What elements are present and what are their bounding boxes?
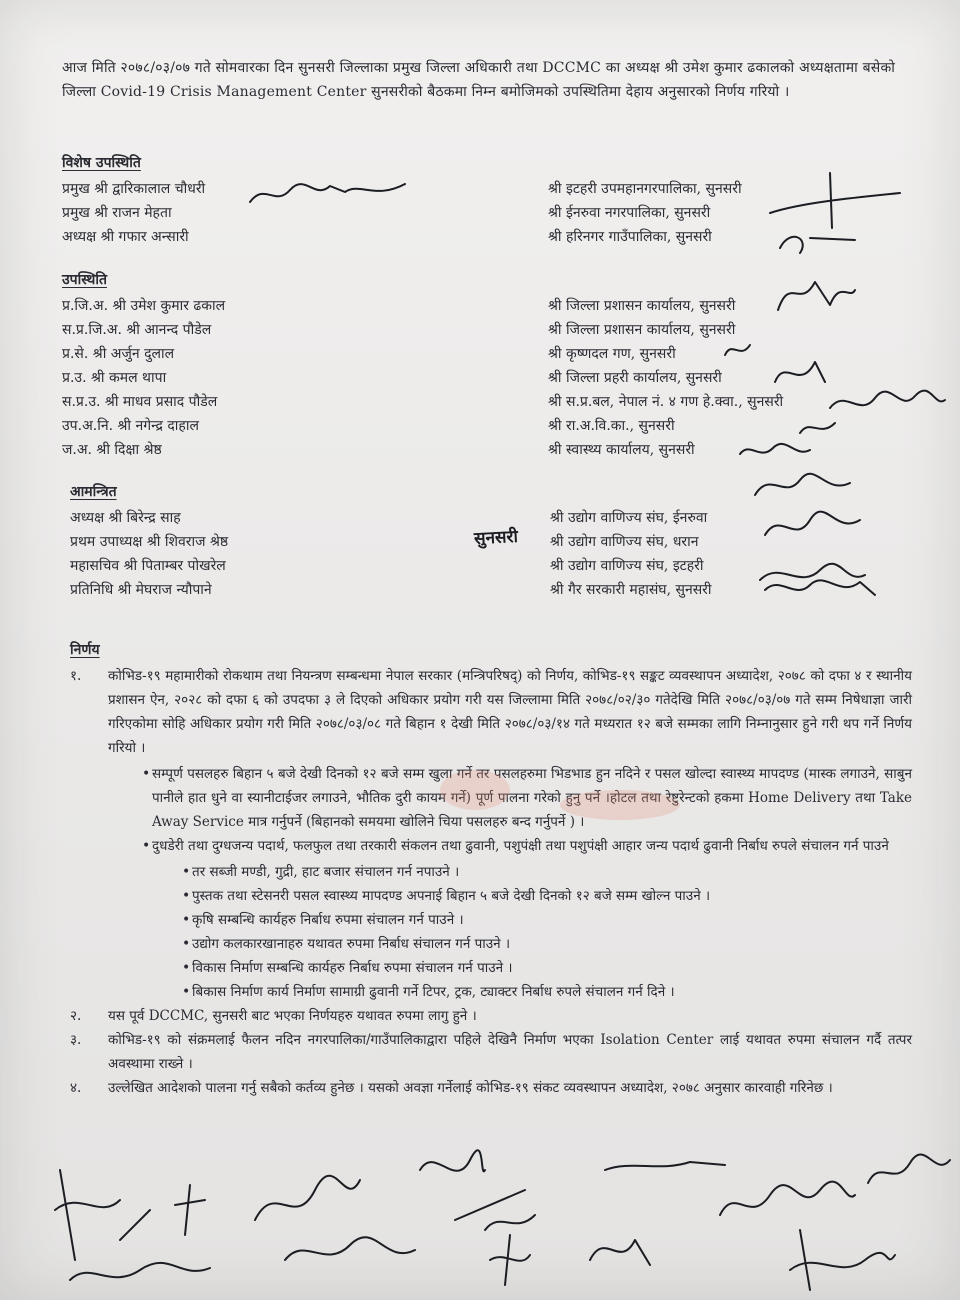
attendee-office: श्री ईनरुवा नगरपालिका, सुनसरी (548, 205, 711, 221)
special-offices (548, 177, 742, 249)
signature-mark (710, 1165, 860, 1245)
attendee-name: प्रमुख श्री द्वारिकालाल चौधरी (62, 181, 206, 197)
attendee-office: श्री गैर सरकारी महासंघ, सुनसरी (550, 582, 712, 598)
decision-item-2 (70, 1004, 912, 1028)
signature-mark (780, 1210, 900, 1300)
decision-section (70, 640, 912, 1100)
item-number: २. (70, 1008, 82, 1024)
item-text: उल्लेखित आदेशको पालना गर्नु सबैको कर्तव्य हुनेछ । यसको अवज्ञा गर्नेलाई कोभिड-१९ संकट व्यवस्थापन अध्यादेश, २०७८ अनुसार कारवाही गरिनेछ । (108, 1080, 833, 1096)
attendee-office: श्री स.प्र.बल, नेपाल नं. ४ गण हे.क्वा., सुनसरी (548, 394, 784, 410)
district-stamp: सुनसरी (473, 526, 519, 550)
attendee-name: स.प्र.जि.अ. श्री आनन्द पौडेल (62, 322, 212, 338)
present-offices (548, 294, 783, 462)
decision-item-1 (70, 664, 912, 760)
signature-mark (580, 1220, 660, 1280)
signature-mark (770, 270, 860, 320)
item-text: कोभिड-१९ महामारीको रोकथाम तथा नियन्त्रण सम्बन्धमा नेपाल सरकार (मन्त्रिपरिषद्) को निर्णय, कोभिड-१९ सङ्कट व्यवस्थापन अध्यादेश, २०७८ को दफा ४ र स्थानीय प्रशासन ऐन, २०२८ को दफा ६ को उपदफा ३ ले दिएको अधिकार प्रयोग गरी यस जिल्लामा मिति २०७८/०२/३० गतेदेखि मिति २०७८/०३/०७ गते सम्म निषेधाज्ञा जारी गरिएकोमा सोहि अधिकार प्रयोग गरी मिति २०७८/०३/०८ गते बिहान १ देखी मिति २०७८/०३/१४ गते मध्यरात १२ बजे सम्मका लागि निम्नानुसार हुने गरी थप गर्ने निर्णय गरियो । (108, 668, 912, 756)
signature-mark (245, 1160, 365, 1240)
item-number: ३. (70, 1032, 82, 1048)
item-number: १. (70, 668, 82, 684)
watermark-blob (560, 790, 680, 820)
attendee-name: उप.अ.नि. श्री नगेन्द्र दाहाल (62, 418, 199, 434)
special-presence-heading: विशेष उपस्थिति (62, 155, 141, 171)
watermark-blob (440, 770, 510, 810)
signature-mark (600, 1150, 730, 1180)
attendee-office: श्री उद्योग वाणिज्य संघ, ईनरुवा (550, 510, 708, 526)
attendee-name: प्रमुख श्री राजन मेहता (62, 205, 172, 221)
decision-item-4 (70, 1076, 912, 1100)
signature-mark (170, 1180, 210, 1240)
signature-mark (790, 378, 950, 448)
attendee-name: महासचिव श्री पिताम्बर पोखरेल (70, 558, 226, 574)
bullet-item: • दुधडेरी तथा दुग्धजन्य पदार्थ, फलफुल तथा तरकारी संकलन तथा ढुवानी, पशुपंक्षी तथा पशुपंक्षी आहार जन्य पदार्थ ढुवानी निर्बाध रुपले संचालन गर्न पाउने (70, 834, 912, 858)
attendee-name: स.प्र.उ. श्री माधव प्रसाद पौडेल (62, 394, 218, 410)
bullet-item: • विकास निर्माण सम्बन्धि कार्यहरु निर्बाध रुपमा संचालन गर्न पाउने । (110, 956, 912, 980)
decision-item-3 (70, 1028, 912, 1076)
invited-offices (550, 506, 712, 602)
invited-heading: आमन्त्रित (70, 484, 117, 500)
intro-paragraph: आज मिति २०७८/०३/०७ गते सोमवारका दिन सुनसरी जिल्लाका प्रमुख जिल्ला अधिकारी तथा DCCMC का अध्यक्ष श्री उमेश कुमार ढकालको अध्यक्षतामा बसेको जिल्ला Covid-19 Crisis Management Center सुनसरीको बैठकमा निम्न बमोजिमको उपस्थितिमा देहाय अनुसारको निर्णय गरियो । (62, 60, 896, 100)
item-number: ४. (70, 1080, 82, 1096)
decision-heading: निर्णय (70, 642, 100, 658)
signature-mark (410, 1140, 490, 1200)
attendee-name: अध्यक्ष श्री गफार अन्सारी (62, 229, 189, 245)
decision-sub-bullets (110, 860, 912, 1004)
present-heading: उपस्थिति (62, 272, 107, 288)
attendee-office: श्री कृष्णदल गण, सुनसरी (548, 346, 676, 362)
attendee-office: श्री उद्योग वाणिज्य संघ, धरान (550, 534, 699, 550)
bullet-item: • बिकास निर्माण कार्य निर्माण सामाग्री ढुवानी गर्ने टिपर, ट्रक, ट्याक्टर निर्बाध रुपले संचालन गर्न दिने । (110, 980, 912, 1004)
attendee-office: श्री उद्योग वाणिज्य संघ, इटहरी (550, 558, 704, 574)
attendee-office: श्री हरिनगर गाउँपालिका, सुनसरी (548, 229, 712, 245)
special-names (62, 177, 205, 249)
invited-names (70, 506, 228, 602)
attendee-office: श्री जिल्ला प्रशासन कार्यालय, सुनसरी (548, 298, 736, 314)
item-text: कोभिड-१९ को संक्रमलाई फैलन नदिन नगरपालिका/गाउँपालिकाद्वारा पहिले देखिनै निर्माण भएका Isolation Center लाई यथावत रुपमा संचालन गर्दै तत्पर अवस्थामा राख्ने । (108, 1032, 912, 1072)
attendee-name: प्र.जि.अ. श्री उमेश कुमार ढकाल (62, 298, 226, 314)
signature-mark (485, 1230, 535, 1290)
attendee-name: ज.अ. श्री दिक्षा श्रेष्ठ (62, 442, 162, 458)
bullet-item: • उद्योग कलकारखानाहरु यथावत रुपमा निर्बाध संचालन गर्न पाउने । (110, 932, 912, 956)
attendee-office: श्री जिल्ला प्रशासन कार्यालय, सुनसरी (548, 322, 736, 338)
attendee-name: प्रतिनिधि श्री मेघराज न्यौपाने (70, 582, 212, 598)
attendee-name: प्र.उ. श्री कमल थापा (62, 370, 167, 386)
attendee-office: श्री इटहरी उपमहानगरपालिका, सुनसरी (548, 181, 742, 197)
attendee-office: श्री जिल्ला प्रहरी कार्यालय, सुनसरी (548, 370, 722, 386)
signature-mark (760, 570, 880, 605)
attendee-name: अध्यक्ष श्री बिरेन्द्र साह (70, 510, 181, 526)
attendee-name: प्र.से. श्री अर्जुन दुलाल (62, 346, 175, 362)
signature-mark (740, 465, 870, 605)
signature-mark (40, 1150, 240, 1300)
attendee-name: प्रथम उपाध्यक्ष श्री शिवराज श्रेष्ठ (70, 534, 229, 550)
item-text: यस पूर्व DCCMC, सुनसरी बाट भएका निर्णयहरु यथावत रुपमा लागु हुने । (108, 1008, 477, 1024)
present-names (62, 294, 225, 462)
signature-mark (860, 1148, 955, 1198)
signature-mark (275, 1225, 425, 1285)
attendee-office: श्री स्वास्थ्य कार्यालय, सुनसरी (548, 442, 695, 458)
attendee-office: श्री रा.अ.वि.का., सुनसरी (548, 418, 675, 434)
bullet-item: • कृषि सम्बन्धि कार्यहरु निर्बाध रुपमा संचालन गर्न पाउने । (110, 908, 912, 932)
bullet-item: • सम्पूर्ण पसलहरु बिहान ५ बजे देखी दिनको १२ बजे सम्म खुला गर्ने तर पसलहरुमा भिडभाड हुन नदिने र पसल खोल्दा स्वास्थ्य मापदण्ड (मास्क लगाउने, साबुन पानीले हात धुने वा स्यानीटाईजर लगाउने, भौतिक दुरी कायम गर्ने) पूर्ण पालना गरेको हुनु पर्ने ।होटल तथा रेष्टुरेन्टको हकमा Home Delivery तथा Take Away Service मात्र गर्नुपर्ने (बिहानको समयमा खोलिने चिया पसलहरु बन्द गर्नुपर्ने ) । (70, 762, 912, 834)
signature-mark (445, 1180, 545, 1240)
bullet-item: • पुस्तक तथा स्टेसनरी पसल स्वास्थ्य मापदण्ड अपनाई बिहान ५ बजे देखी दिनको १२ बजे सम्म खोल्न पाउने । (110, 884, 912, 908)
signature-mark (245, 172, 415, 212)
bullet-item: • तर सब्जी मण्डी, गुद्री, हाट बजार संचालन गर्न नपाउने । (110, 860, 912, 884)
signature-mark (760, 168, 910, 258)
